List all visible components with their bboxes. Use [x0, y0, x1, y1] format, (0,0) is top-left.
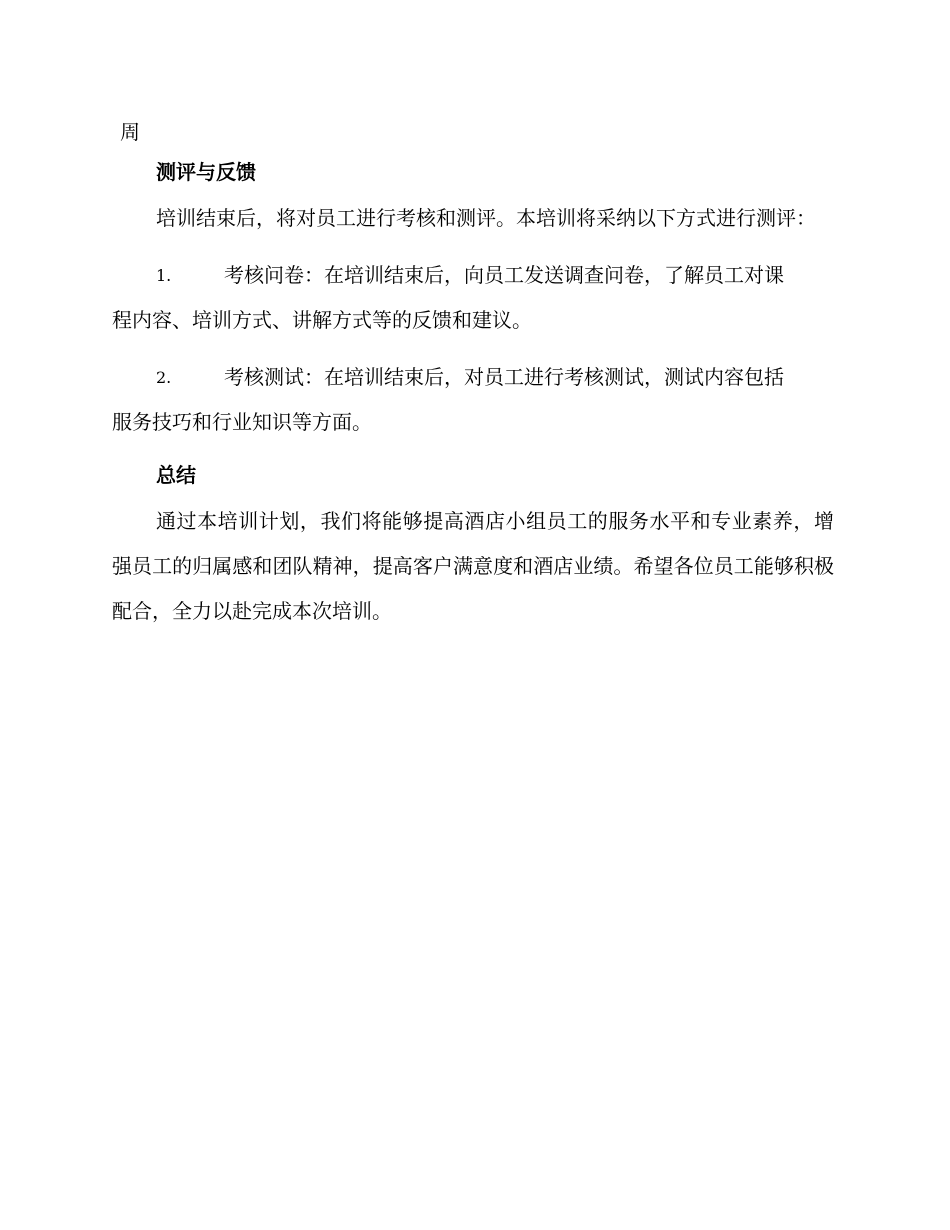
list-item-number: 2.: [156, 368, 172, 387]
evaluation-intro-paragraph: 培训结束后，将对员工进行考核和测评。本培训将采纳以下方式进行测评：: [156, 206, 816, 230]
list-item-text: 考核问卷：在培训结束后，向员工发送调查问卷，了解员工对课: [224, 263, 784, 287]
page-fragment-text: 周: [120, 120, 140, 144]
list-item: [112, 253, 834, 343]
section-heading-evaluation: 测评与反馈: [156, 160, 256, 184]
summary-paragraph: 通过本培训计划，我们将能够提高酒店小组员工的服务水平和专业素养，增强员工的归属感和团队精神，提高客户满意度和酒店业绩。希望各位员工能够积极配合，全力以赴完成本次培训。: [112, 509, 834, 623]
list-item-text-continued: 程内容、培训方式、讲解方式等的反馈和建议。: [112, 308, 532, 332]
list-item: [112, 355, 834, 445]
section-heading-summary: 总结: [156, 463, 196, 487]
document-content: [112, 114, 834, 646]
list-item-text: 考核测试：在培训结束后，对员工进行考核测试，测试内容包括: [224, 365, 784, 389]
list-item-text-continued: 服务技巧和行业知识等方面。: [112, 410, 372, 434]
list-item-number: 1.: [156, 266, 172, 285]
